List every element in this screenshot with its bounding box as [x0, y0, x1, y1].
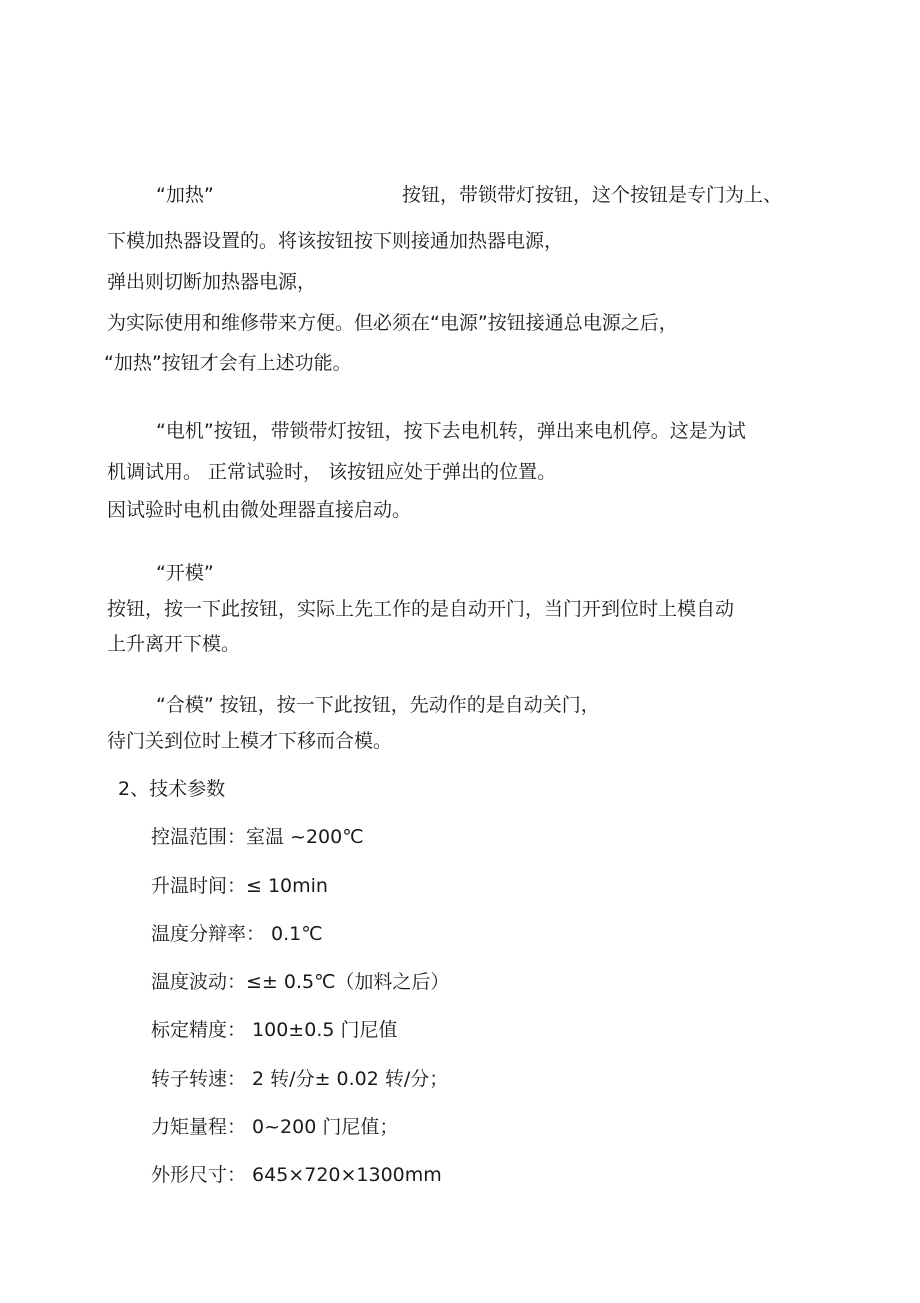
motor-text-line-1: “电机”按钮，带锁带灯按钮，按下去电机转，弹出来电机停。这是为试: [156, 420, 746, 442]
motor-text-line-3: 因试验时电机由微处理器直接启动。: [107, 499, 412, 521]
heating-text-line-5: “加热”按钮才会有上述功能。: [104, 352, 352, 374]
spec-temperature-range: 控温范围：室温 ~200℃: [151, 826, 364, 848]
heating-label: “加热”: [156, 184, 214, 206]
open-mold-label: “开模”: [156, 562, 214, 584]
spec-rotor-speed: 转子转速： 2 转/分± 0.02 转/分；: [151, 1068, 449, 1090]
spec-torque-range: 力矩量程： 0~200 门尼值；: [151, 1116, 399, 1138]
close-mold-text-line-1: “合模” 按钮，按一下此按钮，先动作的是自动关门，: [156, 694, 600, 716]
spec-temperature-resolution: 温度分辩率： 0.1℃: [151, 923, 323, 945]
heating-text-line-2: 下模加热器设置的。将该按钮按下则接通加热器电源，: [107, 230, 564, 252]
heating-text-line-3: 弹出则切断加热器电源，: [107, 271, 317, 293]
heating-text-line-1: 按钮，带锁带灯按钮，这个按钮是专门为上、: [402, 184, 783, 206]
spec-calibration-accuracy: 标定精度： 100±0.5 门尼值: [151, 1019, 398, 1041]
heating-text-line-4: 为实际使用和维修带来方便。但必须在“电源”按钮接通总电源之后，: [107, 312, 678, 334]
motor-text-line-2: 机调试用。 正常试验时， 该按钮应处于弹出的位置。: [107, 461, 557, 483]
section-heading: 2、技术参数: [118, 778, 226, 800]
spec-temperature-fluctuation: 温度波动：≤± 0.5℃（加料之后）: [151, 971, 450, 993]
close-mold-text-line-2: 待门关到位时上模才下移而合模。: [107, 730, 393, 752]
open-mold-text-line-2: 按钮，按一下此按钮，实际上先工作的是自动开门，当门开到位时上模自动: [107, 598, 735, 620]
spec-heating-time: 升温时间：≤ 10min: [151, 875, 328, 897]
spec-dimensions: 外形尺寸： 645×720×1300mm: [151, 1164, 442, 1186]
open-mold-text-line-3: 上升离开下模。: [107, 633, 241, 655]
